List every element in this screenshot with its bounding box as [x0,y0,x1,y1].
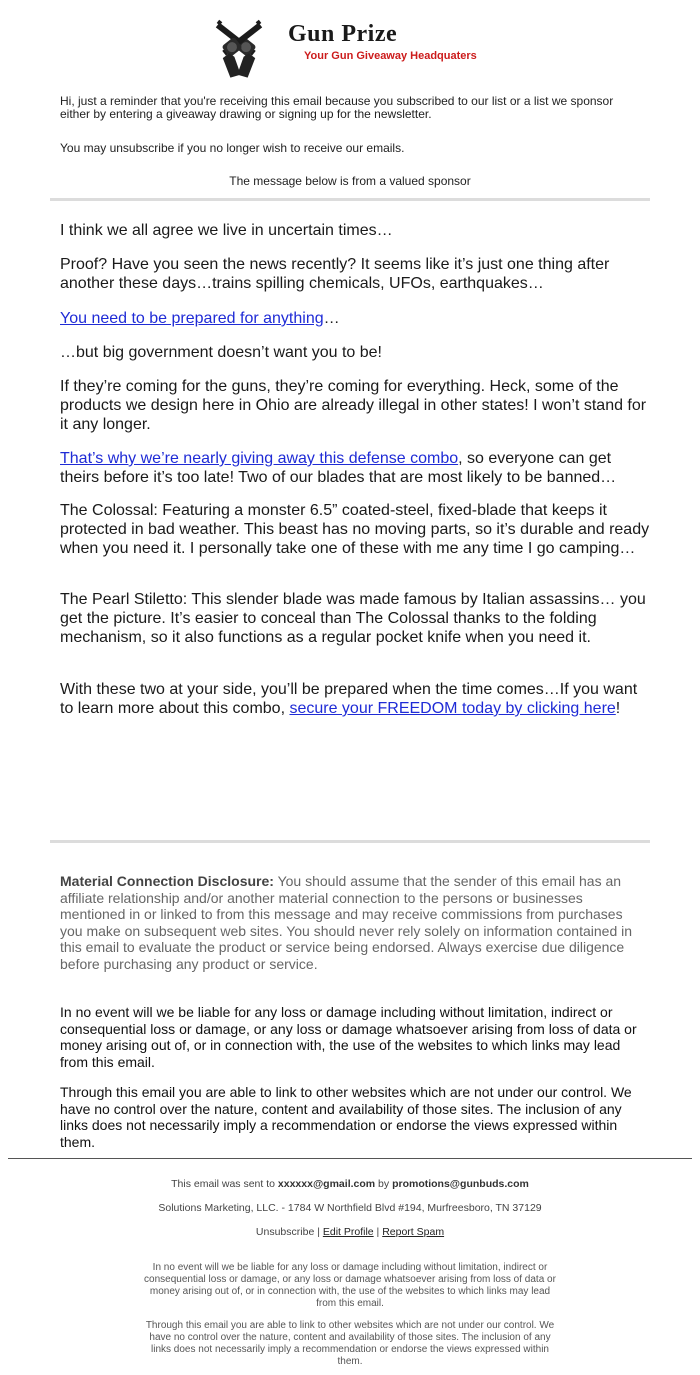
message-paragraph-closing [60,680,650,718]
footer-links-notice: Through this email you are able to link to other websites which are not under our control. We have no control over the nature, content and availability of those sites. The inclusion of any links does not necessarily imply a recommendation or endorse the views expressed within them. [145,1320,555,1367]
footer-liability-notice: In no event will we be liable for any loss or damage including without limitation, indirect or consequential loss or damage, or any loss or damage whatsoever arising from loss of data or money arising out of, or in connection with, the use of the websites to which links may lead from this email. [144,1262,556,1309]
edit-profile-link[interactable]: Edit Profile [322,1226,374,1238]
message-paragraph-stiletto: The Pearl Stiletto: This slender blade was made famous by Italian assassins… you get the picture. It’s easier to conceal than The Colossal thanks to the folding mechanism, so it also functions as a regular pocket knife when you need it. [60,591,646,646]
logo-title: Gun Prize [288,21,398,47]
material-connection-disclosure [60,873,635,972]
subscription-reminder: Hi, just a reminder that you're receiving this email because you subscribed to our list or a list we sponsor either by entering a giveaway drawing or signing up for the newsletter. [60,94,614,121]
crossed-revolvers-icon [198,14,280,82]
message-paragraph-5: If they’re coming for the guns, they’re coming for everything. Heck, some of the products we design here in Ohio are already illegal in other states! I won’t stand for it any longer. [60,378,647,433]
link-separator: | [373,1226,383,1238]
message-paragraph-3 [60,309,650,328]
footer-divider [8,1158,692,1159]
sent-by: by [375,1178,393,1190]
secure-freedom-link[interactable]: secure your FREEDOM today by clicking here [289,700,616,717]
message-paragraph-2: Proof? Have you seen the news recently? It seems like it’s just one thing after another these days…trains spilling chemicals, UFOs, earthquakes… [60,256,610,292]
disclosure-label: Material Connection Disclosure: [60,873,274,889]
external-links-notice: Through this email you are able to link to other websites which are not under our control. We have no control over the nature, content and availability of those sites. The inclusion of any links does not necessarily imply a recommendation or endorse the views expressed within them. [60,1084,632,1150]
footer-links [0,1226,700,1238]
sender-email: promotions@gunbuds.com [392,1178,529,1190]
sent-prefix: This email was sent to [171,1178,278,1190]
message-paragraph-4: …but big government doesn’t want you to be! [60,344,382,361]
message-paragraph-colossal: The Colossal: Featuring a monster 6.5” coated-steel, fixed-blade that keeps it protected in bad weather. This beast has no moving parts, so it’s durable and ready when you need it. I personally take one of these with me any time I go camping… [60,502,650,557]
prepared-link[interactable]: You need to be prepared for anything [60,310,324,327]
message-paragraph-1: I think we all agree we live in uncertain times… [60,222,393,239]
email-header [0,0,700,90]
company-address: Solutions Marketing, LLC. - 1784 W Northfield Blvd #194, Murfreesboro, TN 37129 [158,1202,542,1214]
logo-subtitle: Your Gun Giveaway Headquaters [304,50,477,62]
message-text: … [323,310,340,327]
link-separator: | [314,1226,323,1238]
disclosure-text: You should assume that the sender of this email has an affiliate relationship and/or another material connection to the persons or businesses mentioned in or linked to from this message and may receive commissions from purchases you make on subsequent web sites. You should never rely solely on information contained in this email to evaluate the product or service being endorsed. Always exercise due diligence before purchasing any product or service. [60,873,633,972]
unsubscribe-link[interactable]: Unsubscribe [255,1226,315,1238]
report-spam-link[interactable]: Report Spam [382,1226,445,1238]
unsubscribe-note: You may unsubscribe if you no longer wish to receive our emails. [60,141,405,155]
recipient-email: xxxxxx@gmail.com [277,1178,376,1190]
sent-to-line [0,1178,700,1190]
liability-notice: In no event will we be liable for any loss or damage including without limitation, indirect or consequential loss or damage, or any loss or damage whatsoever arising from loss of data or money arising out of, or in connection with, the use of the websites to which links may lead from this email. [60,1004,637,1070]
defense-combo-link[interactable]: That’s why we’re nearly giving away this defense combo [60,450,459,467]
message-text: With these two at your side, you’ll be prepared when the time comes…If you want to learn more about this combo, [60,681,638,717]
divider [50,198,650,201]
sponsor-note: The message below is from a valued sponsor [229,174,471,188]
message-text: , so everyone can get theirs before it’s too late! Two of our blades that are most likely to be banned… [60,450,617,486]
divider [50,840,650,843]
message-paragraph-6 [60,449,650,487]
message-text: ! [615,700,621,717]
